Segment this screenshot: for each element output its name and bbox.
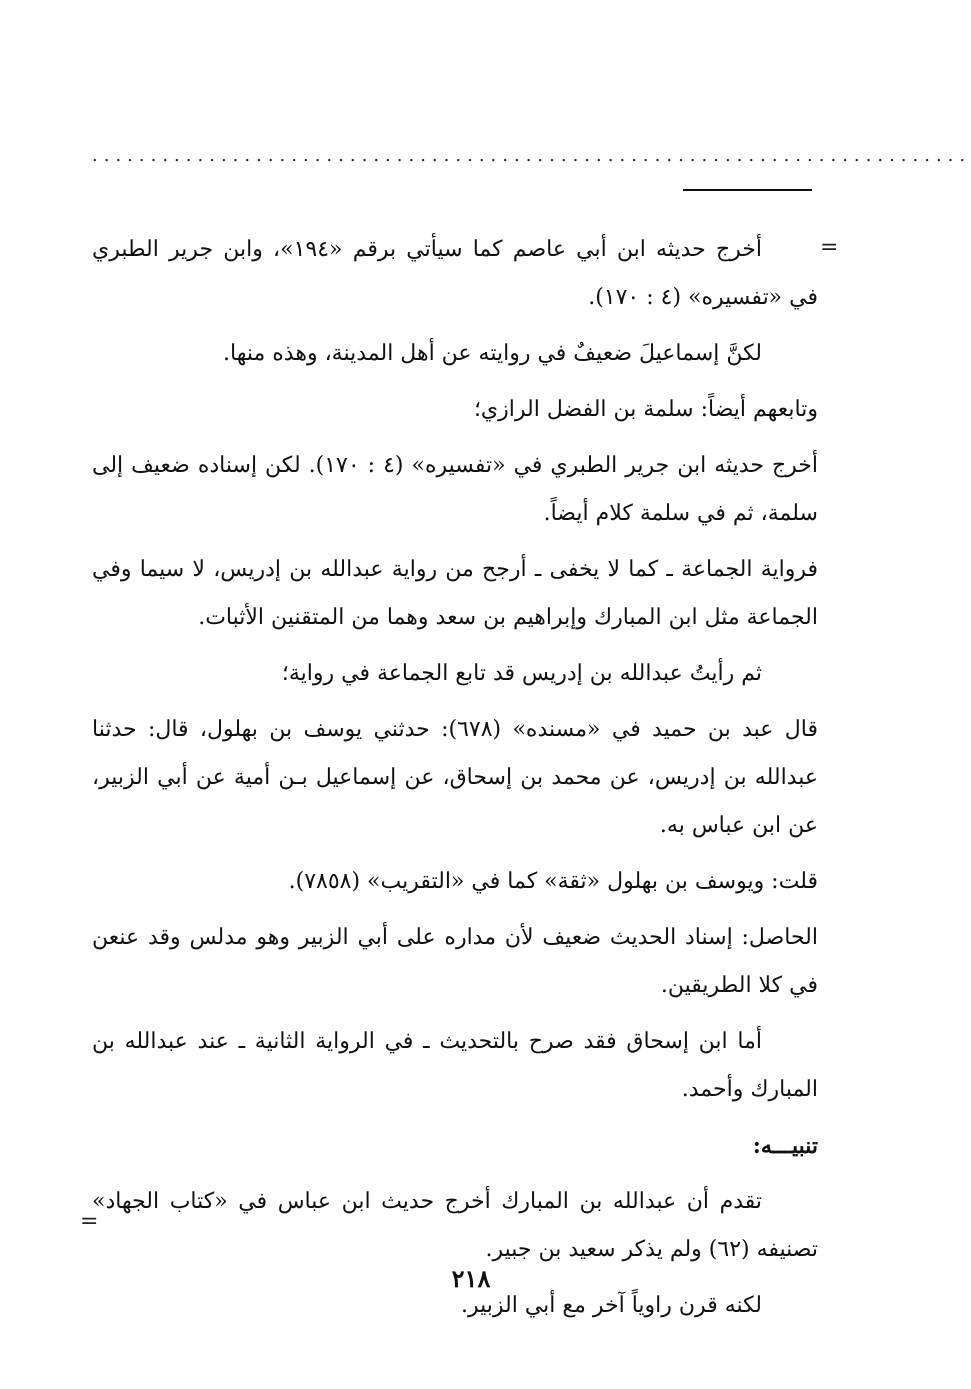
- paragraph: الحاصل: إسناد الحديث ضعيف لأن مداره على أبي الزبير وهو مدلس وقد عنعن في كلا الطريقين.: [92, 925, 818, 998]
- paragraph: قال عبد بن حميد في «مسنده» (٦٧٨): حدثني يوسف بن بهلول، قال: حدثنا عبدالله بن إدريس، عن محمد بن إسحاق، عن إسماعيل بـن أمية عن أبي الزبير، عن ابن عباس به.: [92, 717, 818, 838]
- note-paragraph: تقدم أن عبدالله بن المبارك أخرج حديث ابن عباس في «كتاب الجهاد» تصنيفه (٦٢) ولم يذكر سعيد بن جبير.: [92, 1189, 818, 1262]
- paragraph: أخرج حديثه ابن أبي عاصم كما سيأتي برقم «١٩٤»، وابن جرير الطبري في «تفسيره» (٤ : ١٧٠).: [92, 237, 818, 310]
- continuation-mark-top: =: [820, 235, 839, 260]
- paragraph: أما ابن إسحاق فقد صرح بالتحديث ـ في الرواية الثانية ـ عند عبدالله بن المبارك وأحمد.: [92, 1029, 818, 1102]
- paragraph: ثم رأيتُ عبدالله بن إدريس قد تابع الجماعة في رواية؛: [281, 661, 762, 686]
- dotted-separator: ...........................................................................: [92, 145, 971, 166]
- footnote-body: [92, 226, 818, 1338]
- paragraph: قلت: ويوسف بن بهلول «ثقة» كما في «التقريب» (٧٨٥٨).: [288, 869, 818, 894]
- footnote-rule: [683, 189, 812, 191]
- paragraph: وتابعهم أيضاً: سلمة بن الفضل الرازي؛: [473, 397, 818, 422]
- paragraph: لكنَّ إسماعيلَ ضعيفٌ في روايته عن أهل المدينة، وهذه منها.: [223, 341, 762, 366]
- page-number: ٢١٨: [451, 1264, 491, 1293]
- continuation-mark-bottom: =: [80, 1209, 99, 1234]
- note-paragraph: لكنه قرن راوياً آخر مع أبي الزبير.: [460, 1293, 762, 1318]
- paragraph: فرواية الجماعة ـ كما لا يخفى ـ أرجح من رواية عبدالله بن إدريس، لا سيما وفي الجماعة مثل ابن المبارك وإبراهيم بن سعد وهما من المتقنين الأثبات.: [92, 557, 818, 630]
- note-heading: تنبيـــه:: [752, 1133, 818, 1159]
- paragraph: أخرج حديثه ابن جرير الطبري في «تفسيره» (٤ : ١٧٠). لكن إسناده ضعيف إلى سلمة، ثم في سلمة كلام أيضاً.: [92, 453, 818, 526]
